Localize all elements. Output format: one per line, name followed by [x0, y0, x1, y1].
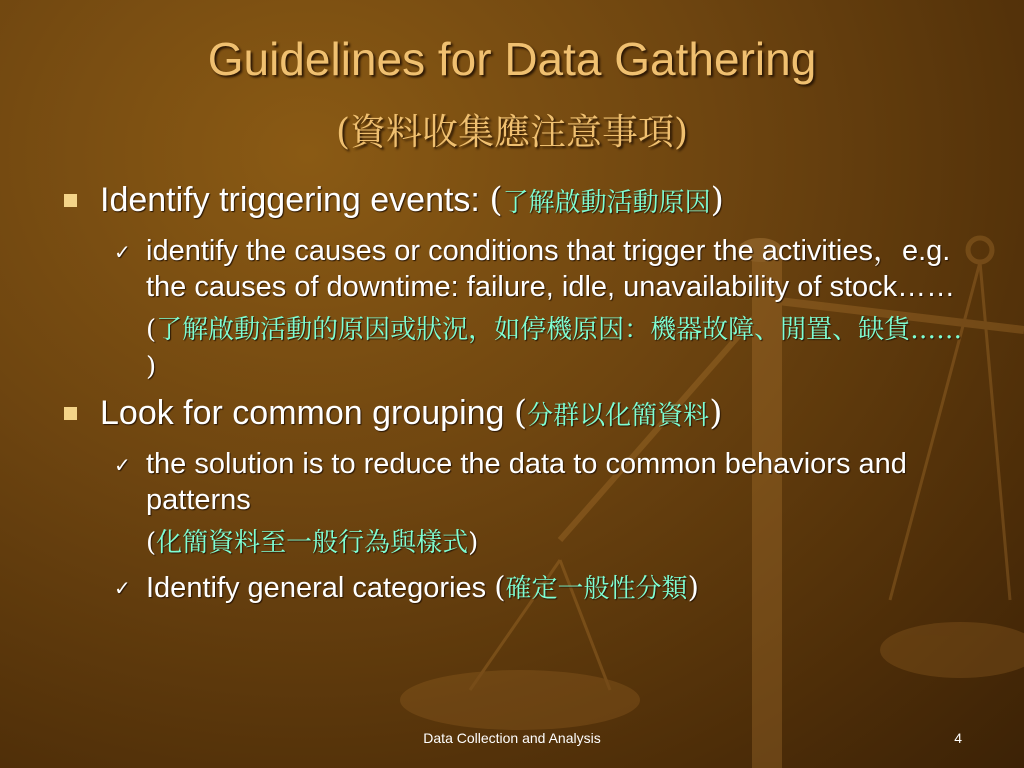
page-number: 4	[954, 730, 962, 746]
slide-body	[60, 180, 980, 607]
bullet-item-2: Look for common grouping (分群以化簡資料)	[60, 393, 980, 436]
bullet-cjk-text: 分群以化簡資料	[527, 401, 710, 431]
checkmark-icon: ✓	[114, 578, 131, 600]
sub-bullet-item: ✓ Identify general categories (確定一般性分類)	[60, 569, 980, 607]
checkmark-icon: ✓	[114, 455, 131, 477]
sub-bullet-text: identify the causes or conditions that trigger the activities，e.g. the causes of downtime: failure, idle, unavailability of stock……	[146, 235, 956, 303]
checkmark-icon: ✓	[114, 242, 131, 264]
cjk-note-line: (化簡資料至一般行為與樣式)	[146, 528, 479, 558]
bullet-cjk-text: 了解啟動活動原因	[502, 188, 711, 218]
square-bullet-icon	[64, 407, 77, 420]
cjk-note-text: 化簡資料至一般行為與樣式	[156, 528, 469, 558]
bullet-text: Look for common grouping	[100, 394, 505, 432]
bullet-item-1: Identify triggering events: (了解啟動活動原因)	[60, 180, 980, 223]
sub-bullet-text: the solution is to reduce the data to common behaviors and patterns	[146, 448, 907, 516]
sub-bullet-item	[60, 233, 980, 305]
slide-subtitle: (資料收集應注意事項)	[335, 112, 689, 153]
cjk-note-line: (了解啟動活動的原因或狀況，如停機原因：機器故障、閒置、缺貨…… )	[146, 315, 963, 382]
square-bullet-icon	[64, 194, 77, 207]
slide-title: Guidelines for Data Gathering	[207, 33, 817, 85]
sub-bullet-cjk-text: 確定一般性分類	[505, 574, 688, 604]
footer-text: Data Collection and Analysis	[423, 730, 601, 746]
sub-bullet-text: Identify general categories	[146, 572, 487, 604]
sub-bullet-item	[60, 446, 980, 518]
bullet-text: Identify triggering events:	[100, 181, 480, 219]
cjk-note-text: 了解啟動活動的原因或狀況，如停機原因：機器故障、閒置、缺貨……	[156, 315, 963, 345]
